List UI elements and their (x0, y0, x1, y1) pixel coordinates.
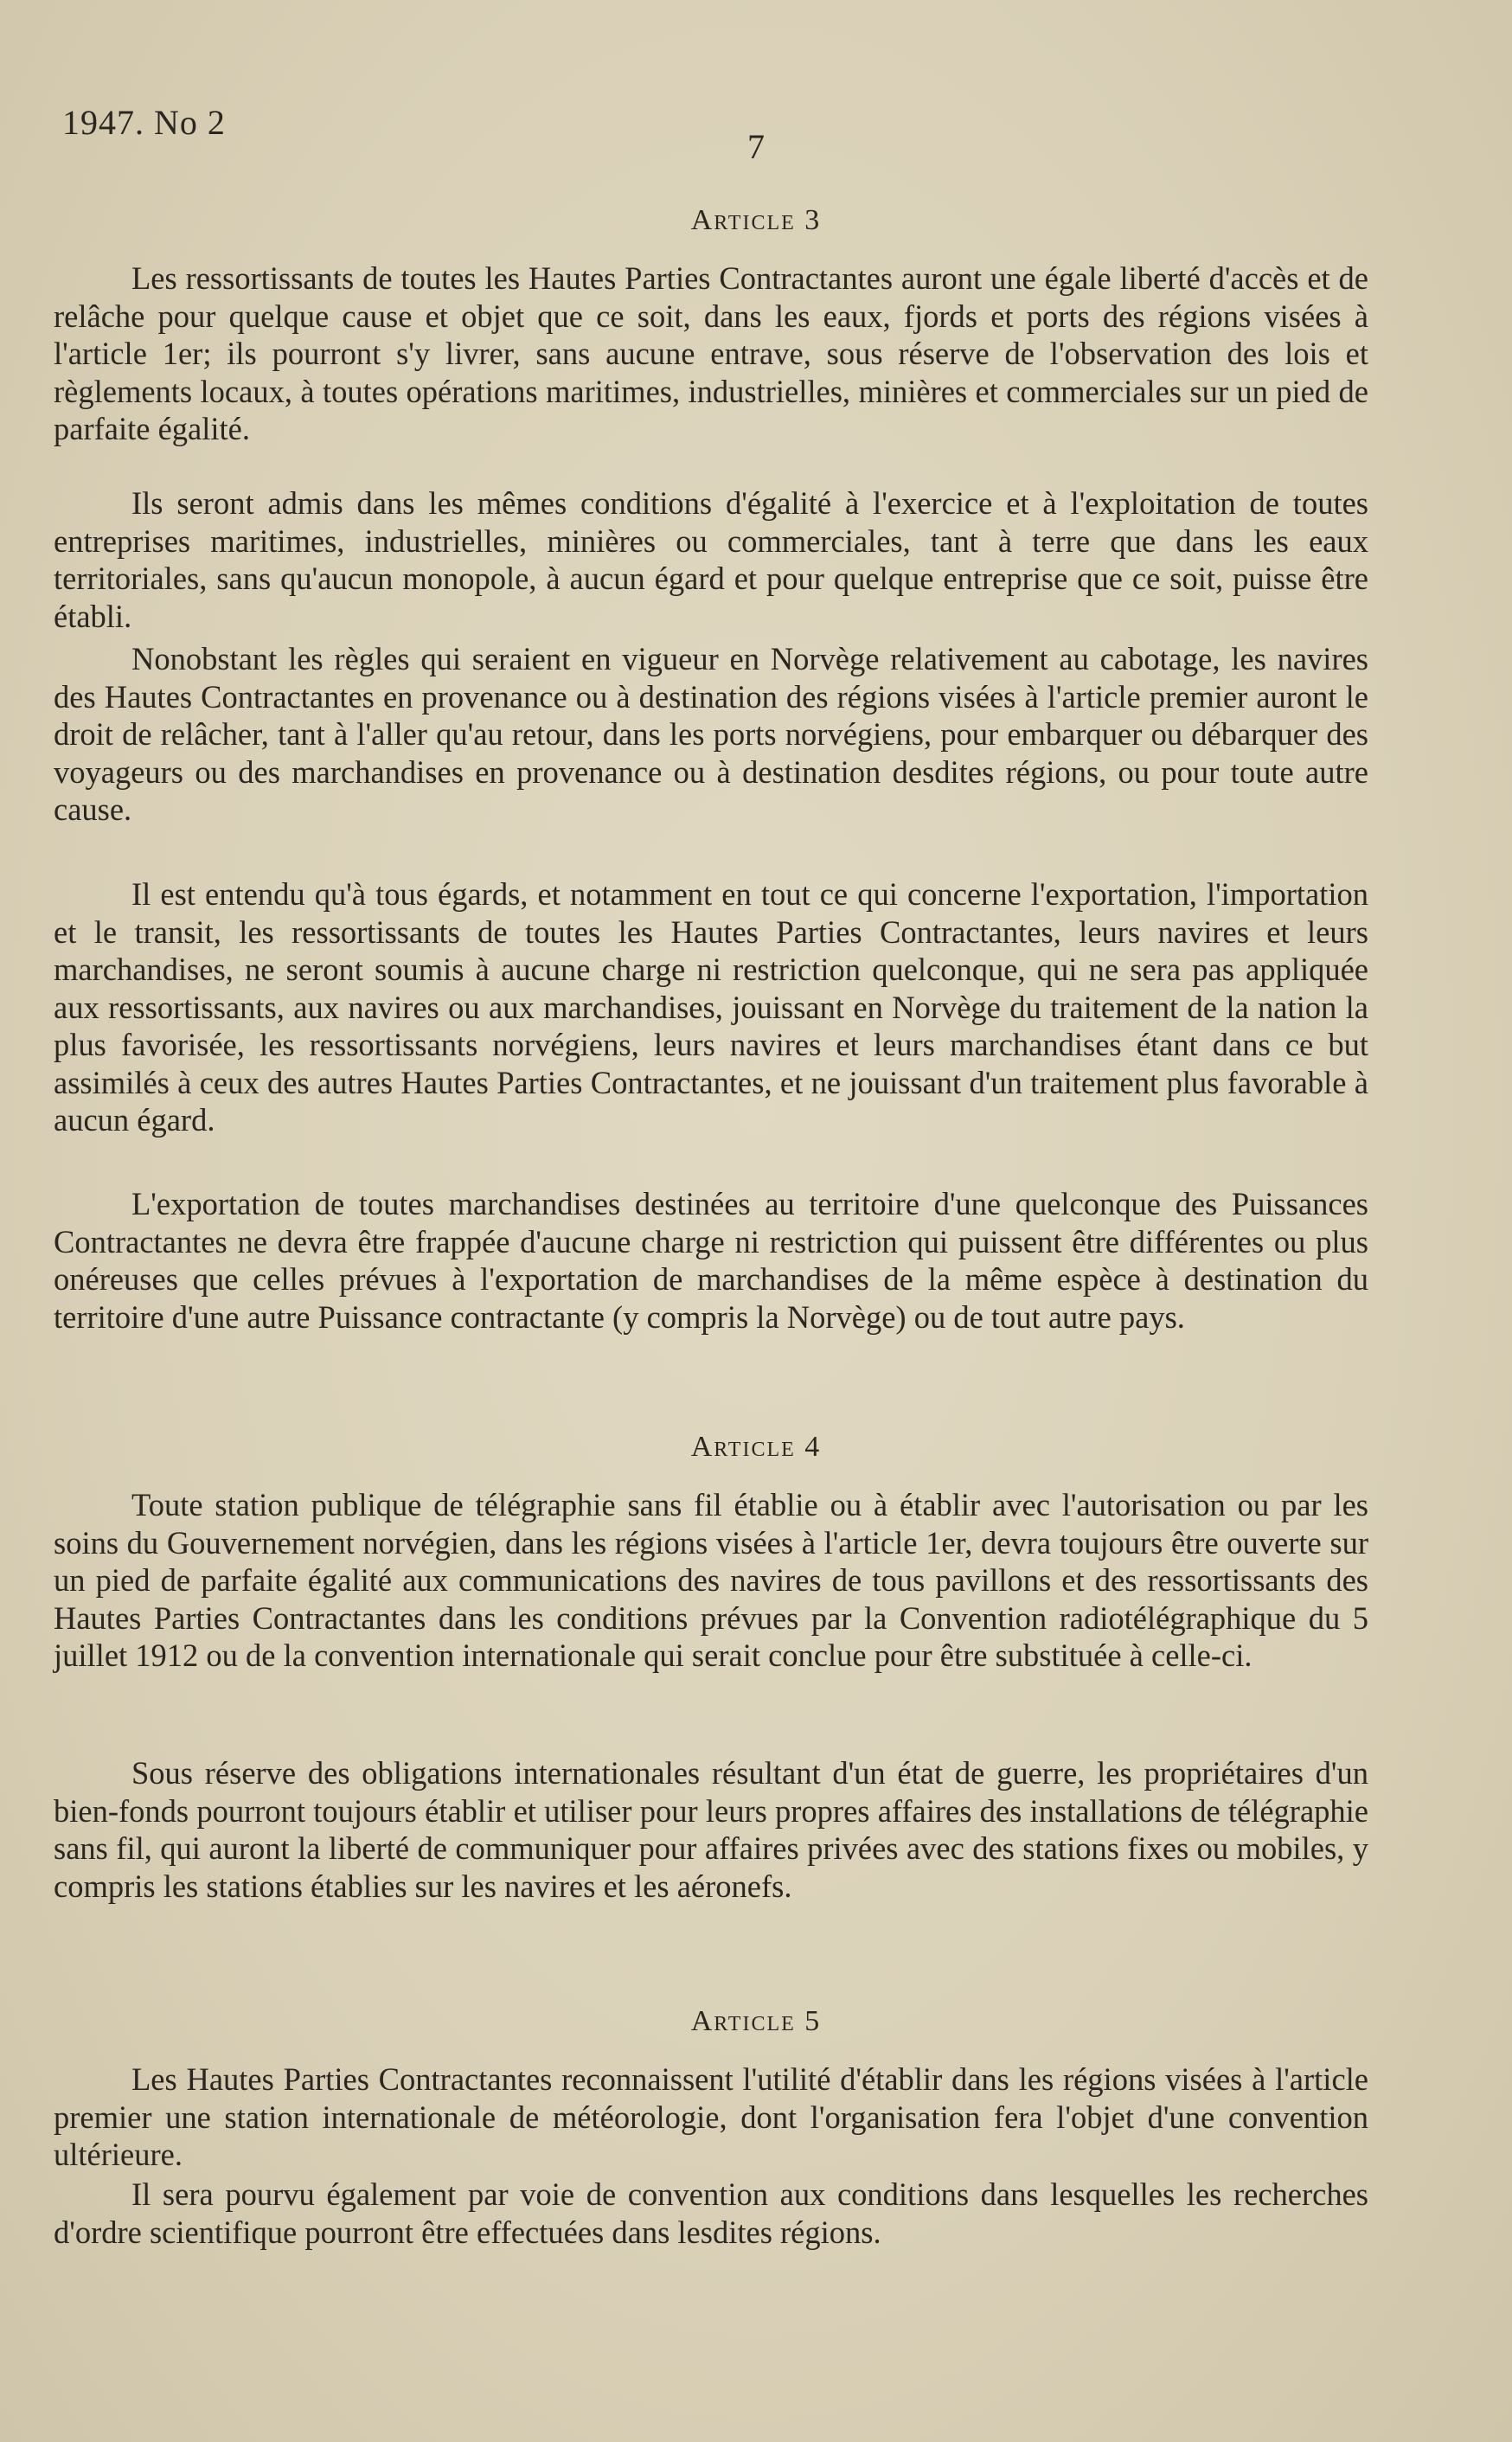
page-number: 7 (747, 127, 765, 166)
article-4-title: Article 4 (690, 1431, 822, 1463)
article-3-paragraph-4: Il est entendu qu'à tous égards, et notamment en tout ce qui concerne l'exportation, l'importation et le transit, les ressortissants de toutes les Hautes Parties Contractantes, leurs navires et leurs marchandises, ne seront soumis à aucune charge ni restriction quelconque, qui ne sera pas appliquée aux ressortissants, aux navires ou aux marchandises, jouissant en Norvège du traitement de la nation la plus favorisée, les ressortissants norvégiens, leurs navires et leurs marchandises étant dans ce but assimilés à ceux des autres Hautes Parties Contractantes, et ne jouissant d'un traitement plus favorable à aucun égard. (54, 876, 1368, 1138)
article-4-paragraph-2: Sous réserve des obligations internationales résultant d'un état de guerre, les propriétaires d'un bien-fonds pourront toujours établir et utiliser pour leurs propres affaires des installations de télégraphie sans fil, qui auront la liberté de communiquer pour affaires privées avec des stations fixes ou mobiles, y compris les stations établies sur les navires et les aéronefs. (54, 1755, 1368, 1904)
issue-header: 1947. No 2 (62, 103, 226, 142)
article-3-paragraph-5: L'exportation de toutes marchandises destinées au territoire d'une quelconque des Puissances Contractantes ne devra être frappée d'aucune charge ni restriction qui puissent être différentes ou plus onéreuses que celles prévues à l'exportation de marchandises de la même espèce à destination du territoire d'une autre Puissance contractante (y compris la Norvège) ou de tout autre pays. (54, 1186, 1368, 1335)
article-3-paragraph-1: Les ressortissants de toutes les Hautes Parties Contractantes auront une égale liberté d'accès et de relâche pour quelque cause et objet que ce soit, dans les eaux, fjords et ports des régions visées à l'article 1er; ils pourront s'y livrer, sans aucune entrave, sous réserve de l'observation des lois et règlements locaux, à toutes opérations maritimes, industrielles, minières et commerciales sur un pied de parfaite égalité. (54, 260, 1368, 446)
article-5-paragraph-1: Les Hautes Parties Contractantes reconnaissent l'utilité d'établir dans les régions visées à l'article premier une station internationale de météorologie, dont l'organisation fera l'objet d'une convention ultérieure. (54, 2061, 1368, 2172)
article-5-paragraph-2: Il sera pourvu également par voie de convention aux conditions dans lesquelles les recherches d'ordre scientifique pourront être effectuées dans lesdites régions. (54, 2176, 1368, 2250)
article-3-title: Article 3 (690, 204, 822, 236)
article-3-paragraph-3: Nonobstant les règles qui seraient en vigueur en Norvège relativement au cabotage, les navires des Hautes Contractantes en provenance ou à destination des régions visées à l'article premier auront le droit de relâcher, tant à l'aller qu'au retour, dans les ports norvégiens, pour embarquer ou débarquer des voyageurs ou des marchandises en provenance ou à destination desdites régions, ou pour toute autre cause. (54, 641, 1368, 827)
article-3-paragraph-2: Ils seront admis dans les mêmes conditions d'égalité à l'exercice et à l'exploitation de toutes entreprises maritimes, industrielles, minières ou commerciales, tant à terre que dans les eaux territoriales, sans qu'aucun monopole, à aucun égard et pour quelque entreprise que ce soit, puisse être établi. (54, 485, 1368, 634)
article-5-title: Article 5 (690, 2005, 822, 2037)
article-4-paragraph-1: Toute station publique de télégraphie sans fil établie ou à établir avec l'autorisation ou par les soins du Gouvernement norvégien, dans les régions visées à l'article 1er, devra toujours être ouverte sur un pied de parfaite égalité aux communications des navires de tous pavillons et des ressortissants des Hautes Parties Contractantes dans les conditions prévues par la Convention radiotélégraphique du 5 juillet 1912 ou de la convention internationale qui serait conclue pour être substituée à celle-ci. (54, 1487, 1368, 1673)
